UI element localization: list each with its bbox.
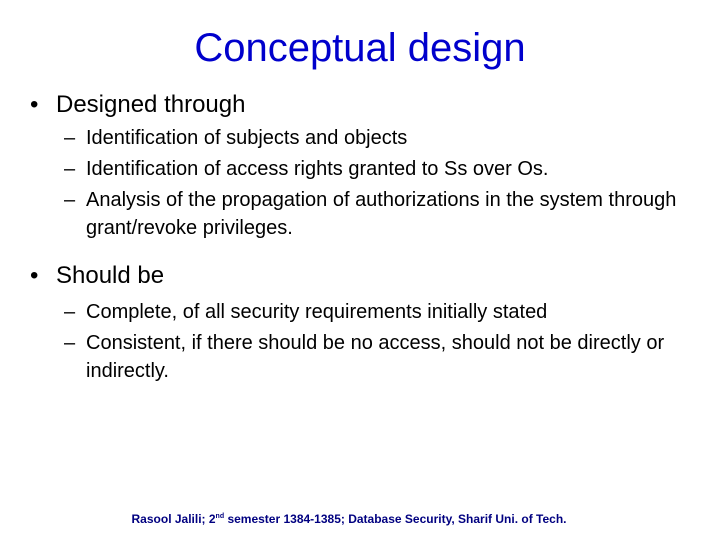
sub-bullet-text: Analysis of the propagation of authorizations in the system through grant/revoke privileges. [86,189,677,239]
bullet-icon: • [30,91,39,118]
sub-bullet-item [64,329,700,385]
dash-icon: – [64,332,76,354]
bullet-heading: Should be [56,262,165,289]
footer-author: Rasool Jalili; 2 [131,512,216,526]
slide-footer [0,512,698,526]
dash-icon: – [64,189,76,211]
bullet-item [30,261,700,291]
footer-superscript: nd [215,513,225,520]
dash-icon: – [64,127,76,149]
dash-icon: – [64,158,76,180]
sub-bullet-list [64,124,700,242]
sub-bullet-list [64,298,700,385]
sub-bullet-item [64,298,700,326]
sub-bullet-item [64,124,700,152]
footer-course: semester 1384-1385; Database Security, Sharif Uni. of Tech. [224,512,567,526]
section-should-be [30,261,700,388]
bullet-heading: Designed through [56,91,246,118]
slide-title: Conceptual design [194,26,526,70]
bullet-item [30,90,700,120]
sub-bullet-item [64,155,700,183]
sub-bullet-item [64,186,700,242]
bullet-icon: • [30,262,39,289]
section-designed-through [30,90,700,245]
sub-bullet-text: Identification of subjects and objects [86,127,408,149]
sub-bullet-text: Identification of access rights granted to Ss over Os. [86,158,549,180]
dash-icon: – [64,301,76,323]
sub-bullet-text: Complete, of all security requirements initially stated [86,301,548,323]
sub-bullet-text: Consistent, if there should be no access, should not be directly or indirectly. [86,332,665,382]
